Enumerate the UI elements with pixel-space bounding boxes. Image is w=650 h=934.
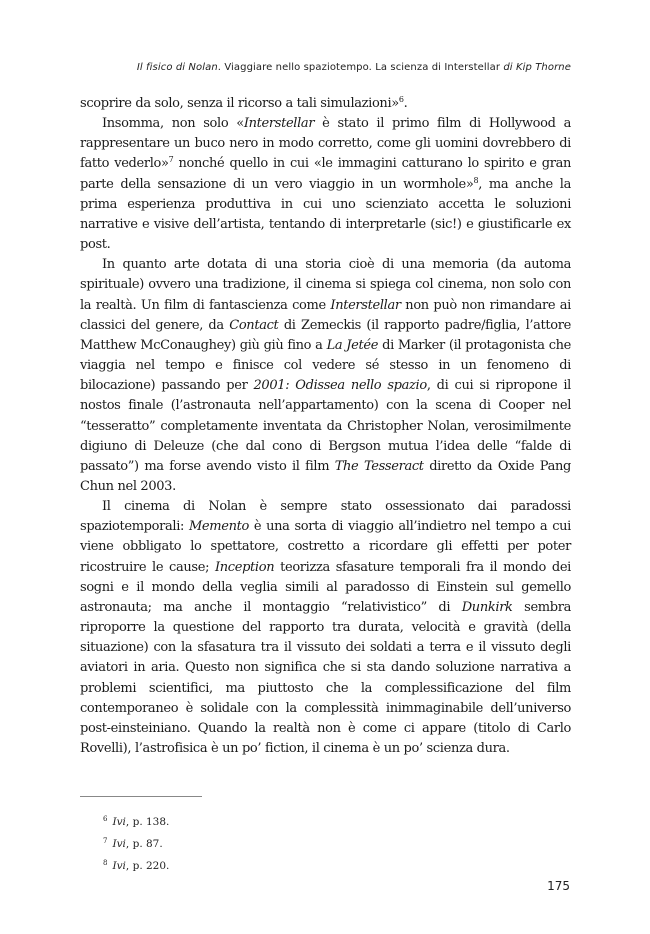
running-header-author: di Kip Thorne (503, 62, 571, 73)
film-title: Memento (188, 519, 249, 535)
footnote-number: 7 (103, 837, 108, 845)
footnote-ivi: Ivi (112, 838, 126, 850)
footnote-ivi: Ivi (112, 816, 126, 828)
film-title: Interstellar (330, 297, 401, 313)
text-run: , ma anche la prima esperienza produttiva in cui uno scienziato accetta le soluzioni narrative e visive dell’artista, tentando di interpretarle (sic!) e giustificarle ex post. (80, 176, 572, 253)
running-header-title: Il fisico di Nolan (136, 62, 218, 73)
running-header-subtitle: . Viaggiare nello spaziotempo. La scienza di Interstellar (217, 62, 504, 73)
body-text (80, 94, 571, 759)
paragraph (80, 255, 571, 497)
footnote-ref[interactable]: 8 (473, 175, 479, 185)
footnote-text: , p. 138. (125, 816, 170, 828)
text-run: In quanto arte dotata di una storia cioè di una memoria (da automa spirituale) ovvero una tradizione, il cinema si spiega col cinema, non solo con la realtà. Un film di fantascienza come (80, 257, 571, 313)
text-run: di Marker (il protagonista che viaggia nel tempo e finisce col vedere sé stesso in un fenomeno di bilocazione) passando per (80, 337, 572, 394)
text-run: è stato il primo film di Hollywood a rappresentare un buco nero in modo corretto, come gli uomini dovrebbero di fatto vederlo» (80, 116, 571, 172)
running-header (80, 62, 571, 73)
film-title: 2001: Odissea nello spazio (253, 378, 427, 394)
footnote-ref[interactable]: 6 (398, 95, 404, 104)
page-number: 175 (547, 879, 570, 893)
footnote-7 (103, 832, 403, 854)
text-run: non può non rimandare ai classici del genere, da (80, 297, 571, 333)
text-run: sembra riproporre la questione del rapporto tra durata, velocità e gravità (della situazione) con la sfasatura tra il vissuto dei soldati a terra e il vissuto degli aviatori in aria. Questo non significa che si sta dando soluzione narrativa a problemi scientifici, ma piuttosto che la complessificazione del film contemporaneo è solidale con la complessità inimmaginabile dell’universo post-einsteiniano. Quando la realtà non è come ci appare (titolo di Carlo Rovelli), l’astrofisica è un po’ fiction, il cinema è un po’ scienza dura. (80, 599, 571, 756)
footnotes (103, 810, 403, 876)
footnote-number: 8 (103, 859, 108, 867)
film-title: Contact (229, 317, 279, 333)
paragraph (80, 497, 571, 759)
film-title: La Jetée (326, 337, 379, 353)
text-run: di Zemeckis (il rapporto padre/figlia, l’attore Matthew McConaughey) giù giù fino a (80, 317, 571, 353)
text-run: teorizza sfasature temporali fra il mondo dei sogni e il mondo della veglia simili al paradosso di Einstein sul gemello astronauta; ma anche il montaggio “relativistico” di (80, 559, 571, 615)
footnote-text: , p. 220. (125, 860, 170, 872)
text-run: nonché quello in cui «le immagini catturano lo spirito e gran parte della sensazione di un vero viaggio in un wormhole» (80, 156, 571, 192)
footnote-ref[interactable]: 7 (168, 155, 174, 165)
film-title: Inception (214, 559, 275, 575)
footnote-divider (80, 796, 202, 797)
text-run: diretto da Oxide Pang Chun nel 2003. (80, 458, 571, 494)
paragraph-continuation (80, 94, 571, 114)
footnote-text: , p. 87. (125, 838, 163, 850)
footnote-8 (103, 854, 403, 876)
film-title: Interstellar (243, 116, 315, 132)
paragraph (80, 114, 571, 255)
footnote-number: 6 (103, 815, 108, 823)
text-run: . (403, 96, 408, 111)
text-run: Insomma, non solo « (102, 116, 244, 132)
footnote-6 (103, 810, 403, 832)
film-title: Dunkirk (461, 599, 513, 615)
text-run: , di cui si ripropone il nostos finale (l’astronauta nell’appartamento) con la scena di Cooper nel “tesseratto” completamente inventata da Christopher Nolan, verosimilmente digiuno di Deleuze (che dal cono di Bergson mutua l’idea delle “falde di passato”) ma forse avendo visto il film (80, 378, 571, 474)
film-title: The Tesseract (334, 458, 424, 474)
text-run: è una sorta di viaggio all’indietro nel tempo a cui viene obbligato lo spettatore, costretto a ricordare gli effetti per poter ricostruire le cause; (80, 519, 571, 575)
footnote-ivi: Ivi (112, 860, 126, 872)
text-run: scoprire da solo, senza il ricorso a tali simulazioni» (80, 96, 399, 111)
text-run: Il cinema di Nolan è sempre stato ossessionato dai paradossi spaziotemporali: (80, 499, 571, 535)
